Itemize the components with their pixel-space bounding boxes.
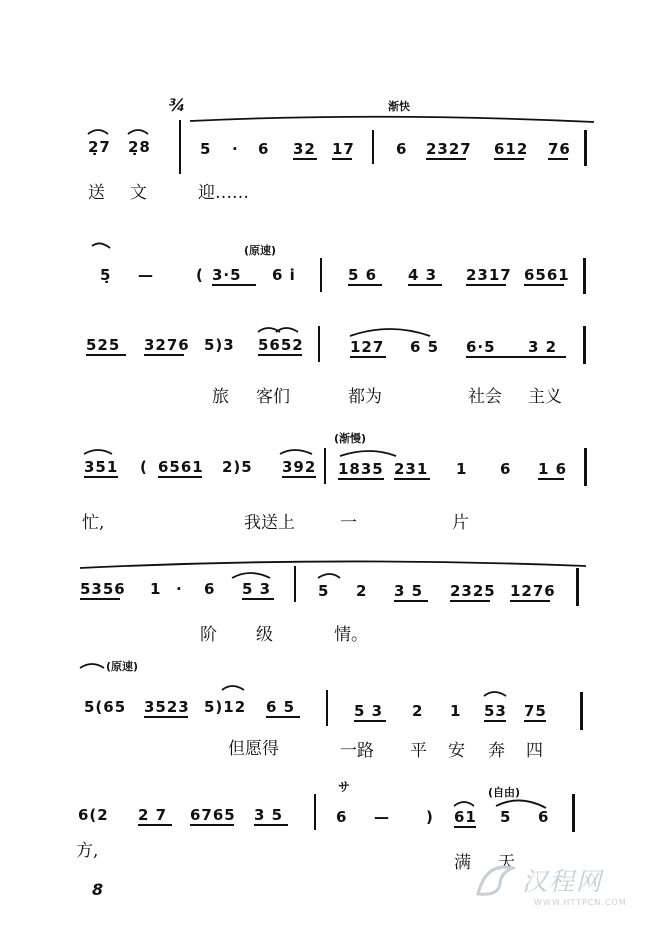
- freely-mark: サ: [338, 780, 352, 794]
- lyric: 奔: [488, 741, 505, 761]
- lyric: 迎……: [198, 183, 249, 203]
- note-group: 351: [84, 458, 119, 476]
- note-group: 6 5: [266, 698, 296, 716]
- page-number: 8: [92, 880, 110, 899]
- tempo-mark: (原速): [244, 244, 277, 257]
- lyric: 忙,: [82, 513, 105, 533]
- note-group: 5)3: [204, 336, 235, 354]
- note-group: 5(65: [84, 698, 127, 716]
- note-group: 5̣: [100, 266, 112, 284]
- note-group: 17: [332, 140, 355, 158]
- time-signature: ¾: [165, 96, 188, 116]
- note-group: 5: [200, 140, 212, 158]
- note-group: 127: [350, 338, 385, 356]
- lyric: 都为: [348, 387, 382, 407]
- lyric: 社会: [468, 387, 502, 407]
- note-group: 6: [500, 460, 512, 478]
- note-group: ·: [232, 140, 239, 158]
- lyric: 一: [340, 513, 357, 533]
- note-group: 5356: [80, 580, 126, 598]
- note-group: 53: [484, 702, 507, 720]
- note-group: 612: [494, 140, 529, 158]
- note-group: 6: [336, 808, 348, 826]
- note-group: 2: [356, 582, 368, 600]
- lyric: 平: [410, 741, 427, 761]
- note-group: (: [196, 266, 204, 284]
- note-group: 3 5: [254, 806, 284, 824]
- note-group: 6561: [524, 266, 570, 284]
- note-group: 6: [538, 808, 550, 826]
- note-group: 3 2: [528, 338, 558, 356]
- lyric: 旅: [212, 387, 229, 407]
- note-group: 2 7: [138, 806, 168, 824]
- lyric: 方,: [76, 841, 99, 861]
- tempo-mark: (自由): [488, 786, 521, 799]
- note-group: 525: [86, 336, 121, 354]
- lyric: 片: [452, 513, 469, 533]
- note-group: ): [426, 808, 434, 826]
- lyric: 送: [88, 183, 105, 203]
- lyric: 安: [448, 741, 465, 761]
- note-group: 2317: [466, 266, 512, 284]
- note-group: 6(2: [78, 806, 109, 824]
- lyric: 天: [498, 853, 515, 873]
- note-group: 231: [394, 460, 429, 478]
- note-group: 2325: [450, 582, 496, 600]
- note-group: 5: [318, 582, 330, 600]
- note-group: 61: [454, 808, 477, 826]
- note-group: ·: [176, 580, 183, 598]
- watermark-logo: 汉程网: [522, 867, 604, 896]
- lyric: 级: [256, 625, 273, 645]
- note-group: 6·5: [466, 338, 496, 356]
- note-group: 1276: [510, 582, 556, 600]
- note-group: 76: [548, 140, 571, 158]
- note-group: 392: [282, 458, 317, 476]
- lyric: 我送上: [244, 513, 295, 533]
- note-group: 1835: [338, 460, 384, 478]
- lyric: 四: [526, 741, 543, 761]
- note-group: 2: [412, 702, 424, 720]
- note-group: 6561: [158, 458, 204, 476]
- tempo-mark-accelerando: 渐快: [388, 100, 410, 113]
- note-group: 32: [293, 140, 316, 158]
- note-group: —: [138, 266, 154, 284]
- note-group: 1: [150, 580, 162, 598]
- note-group: 1: [456, 460, 468, 478]
- tempo-mark: (渐慢): [334, 432, 367, 445]
- note-group: 5: [500, 808, 512, 826]
- lyric: 但愿得: [228, 739, 279, 759]
- note-group: 75: [524, 702, 547, 720]
- note-group: 5652: [258, 336, 304, 354]
- lyric: 情。: [334, 625, 368, 645]
- note-group: 6 i: [272, 266, 296, 284]
- note-group: 3·5: [212, 266, 242, 284]
- note-group: 2̣8: [128, 138, 151, 156]
- tempo-mark: (原速): [106, 660, 139, 673]
- note-group: 6 5: [410, 338, 440, 356]
- note-group: 3 5: [394, 582, 424, 600]
- note-group: 6: [396, 140, 408, 158]
- note-group: 1: [450, 702, 462, 720]
- note-group: 6765: [190, 806, 236, 824]
- note-group: 3523: [144, 698, 190, 716]
- note-group: 5 6: [348, 266, 378, 284]
- note-group: 1 6: [538, 460, 568, 478]
- note-group: 5)12: [204, 698, 247, 716]
- note-group: 4 3: [408, 266, 438, 284]
- note-group: 5 3: [354, 702, 384, 720]
- lyric: 文: [130, 183, 147, 203]
- note-group: —: [374, 808, 390, 826]
- note-group: 2327: [426, 140, 472, 158]
- note-group: 2̣7: [88, 138, 111, 156]
- lyric: 客们: [256, 387, 290, 407]
- note-group: 6: [258, 140, 270, 158]
- note-group: 6: [204, 580, 216, 598]
- watermark-url: WWW.HTTPCN.COM: [534, 898, 627, 907]
- lyric: 一路: [340, 741, 374, 761]
- lyric: 满: [454, 853, 471, 873]
- lyric: 主义: [528, 387, 562, 407]
- note-group: 3276: [144, 336, 190, 354]
- note-group: 2)5: [222, 458, 253, 476]
- note-group: (: [140, 458, 148, 476]
- lyric: 阶: [200, 625, 217, 645]
- note-group: 5 3: [242, 580, 272, 598]
